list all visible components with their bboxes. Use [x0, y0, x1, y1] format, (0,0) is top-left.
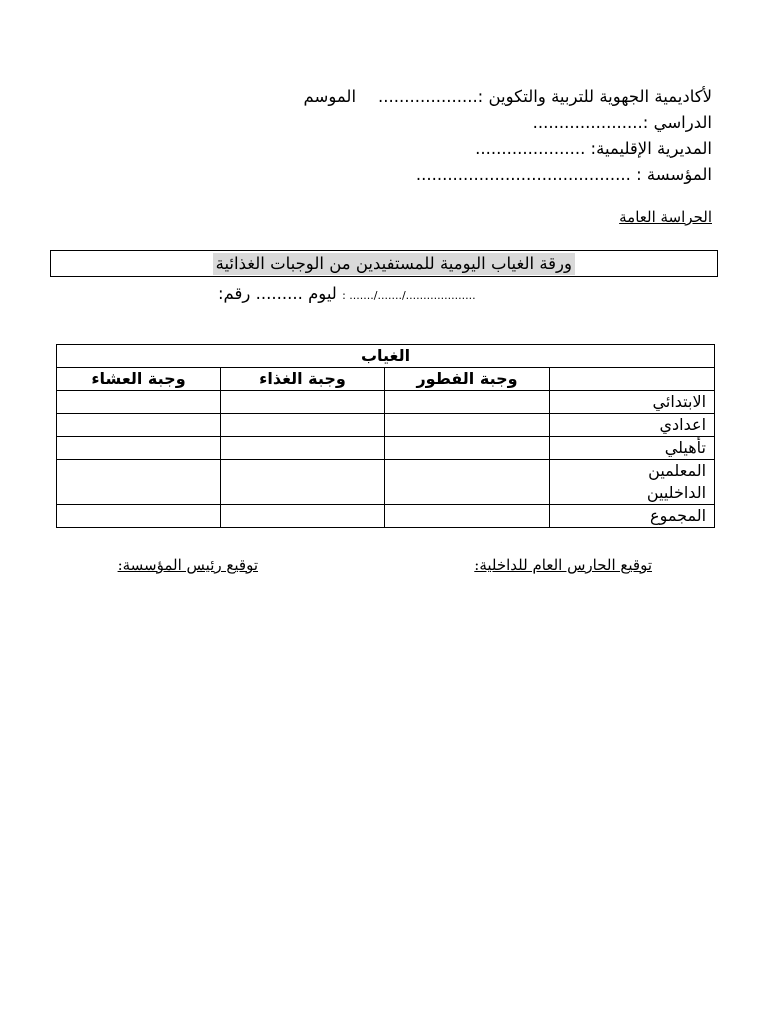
table-cell[interactable]	[57, 414, 221, 437]
table-row	[57, 505, 715, 528]
table-cell[interactable]	[221, 460, 385, 505]
row-label-primary: الابتدائي	[550, 391, 715, 414]
school-year-line: الدراسي :.....................	[532, 113, 712, 132]
document-title: ورقة الغياب اليومية للمستفيدين من الوجبات الغذائية	[213, 253, 575, 275]
title-box	[50, 250, 718, 277]
table-cell[interactable]	[221, 437, 385, 460]
table-cell[interactable]	[221, 505, 385, 528]
table-cell[interactable]	[221, 414, 385, 437]
column-header-breakfast: وجبة الفطور	[385, 368, 550, 391]
table-cell[interactable]	[385, 505, 550, 528]
table-cell[interactable]	[385, 414, 550, 437]
table-cell[interactable]	[57, 437, 221, 460]
director-signature-label: توقيع رئيس المؤسسة:	[117, 556, 258, 574]
table-cell[interactable]	[57, 460, 221, 505]
department-label: الحراسة العامة	[619, 208, 712, 226]
table-cell[interactable]	[57, 391, 221, 414]
table-cell[interactable]	[57, 505, 221, 528]
row-label-line: الداخليين	[646, 483, 707, 502]
row-label-line: المعلمين	[648, 461, 707, 480]
table-row	[57, 460, 715, 505]
table-header-row	[57, 368, 715, 391]
document-header	[192, 84, 712, 188]
date-line	[218, 284, 476, 303]
table-cell[interactable]	[385, 437, 550, 460]
row-label-middle-school: اعدادي	[550, 414, 715, 437]
academy-line	[192, 84, 712, 110]
day-number-label: ليوم ......... رقم:	[218, 284, 337, 303]
table-cell[interactable]	[221, 391, 385, 414]
table-title: الغياب	[57, 345, 715, 368]
directorate-line: المديرية الإقليمية: .....................	[475, 139, 712, 158]
absence-table	[56, 344, 715, 528]
table-row	[57, 391, 715, 414]
row-label-total: المجموع	[550, 505, 715, 528]
column-header-dinner: وجبة العشاء	[57, 368, 221, 391]
table-cell[interactable]	[385, 391, 550, 414]
table-cell[interactable]	[385, 460, 550, 505]
row-label-boarding-teachers	[550, 460, 715, 505]
academy-label: لأكاديمية الجهوية للتربية والتكوين :...................	[378, 87, 712, 106]
institution-line: المؤسسة : .........................................	[415, 165, 712, 184]
table-row	[57, 437, 715, 460]
row-label-high-school: تأهيلي	[550, 437, 715, 460]
date-field: : ......./......./....................	[342, 289, 476, 302]
guard-signature-label: توقيع الحارس العام للداخلية:	[474, 556, 652, 574]
season-label: الموسم	[303, 87, 357, 106]
column-header-lunch: وجبة الغذاء	[221, 368, 385, 391]
table-row	[57, 414, 715, 437]
table-title-row	[57, 345, 715, 368]
column-header-label	[550, 368, 715, 391]
